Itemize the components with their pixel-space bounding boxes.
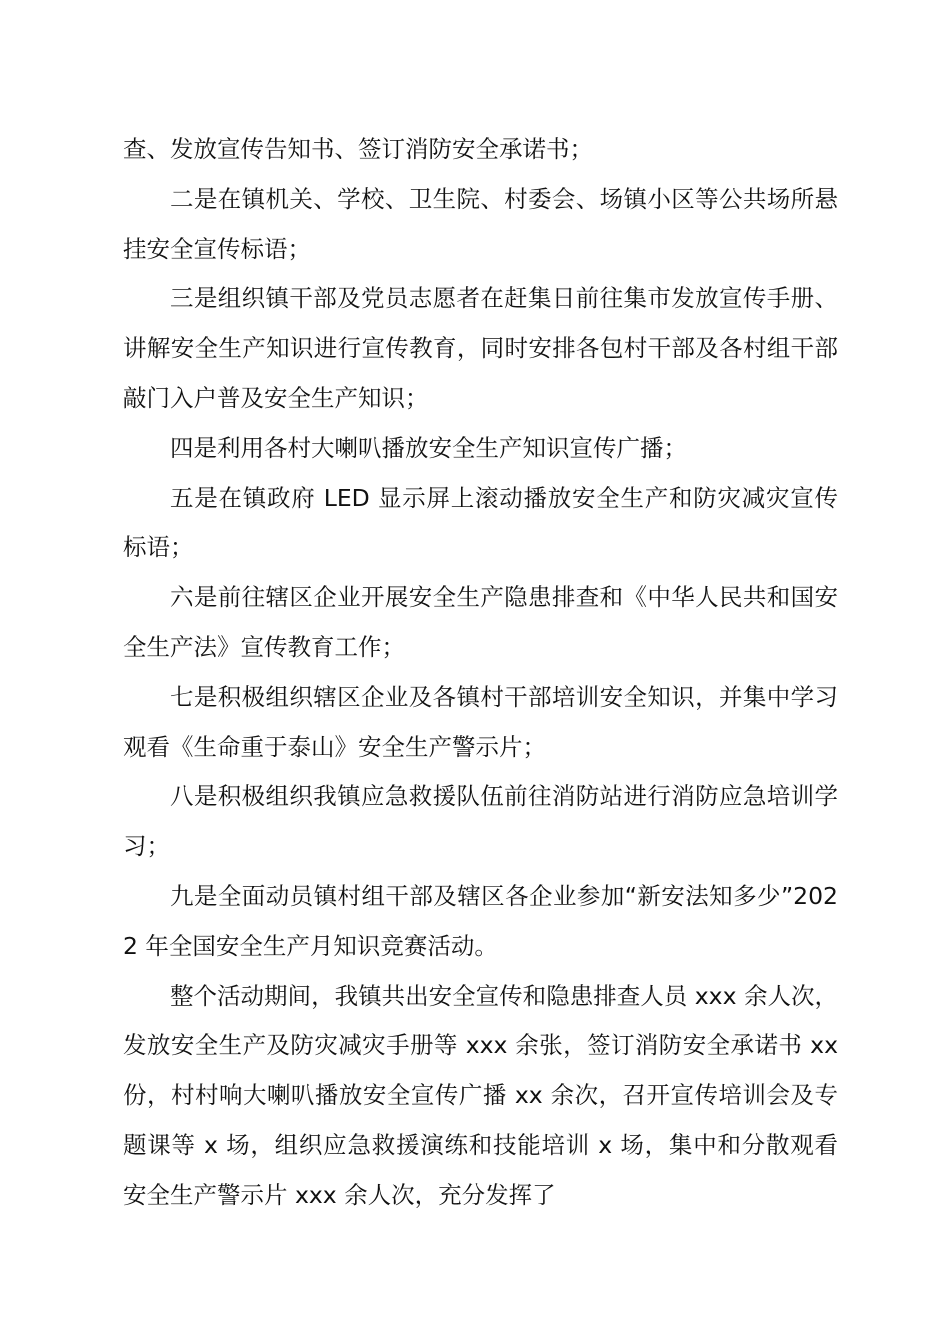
paragraph-item-9: 九是全面动员镇村组干部及辖区各企业参加“新安法知多少”2022 年全国安全生产月知识竞赛活动。 xyxy=(123,881,838,960)
paragraph-item-3: 三是组织镇干部及党员志愿者在赶集日前往集市发放宣传手册、讲解安全生产知识进行宣传教育，同时安排各包村干部及各村组干部敲门入户普及安全生产知识； xyxy=(123,284,838,412)
paragraph-item-4: 四是利用各村大喇叭播放安全生产知识宣传广播； xyxy=(170,433,687,462)
paragraph-item-8: 八是积极组织我镇应急救援队伍前往消防站进行消防应急培训学习； xyxy=(123,782,838,861)
paragraph-summary: 整个活动期间，我镇共出安全宣传和隐患排查人员 xxx 余人次，发放安全生产及防灾减灾手册等 xxx 余张，签订消防安全承诺书 xx 份，村村响大喇叭播放安全宣传广播 xx 余次，召开宣传培训会及专题课等 x 场，组织应急救援演练和技能培训 x 场，集中和分散观看安全生产警示片 xxx 余人次，充分发挥了 xyxy=(123,981,838,1209)
paragraph-item-5: 五是在镇政府 LED 显示屏上滚动播放安全生产和防灾减灾宣传标语； xyxy=(123,483,838,562)
paragraph-item-2: 二是在镇机关、学校、卫生院、村委会、场镇小区等公共场所悬挂安全宣传标语； xyxy=(123,184,838,263)
paragraph-continuation: 查、发放宣传告知书、签订消防安全承诺书； xyxy=(123,135,593,163)
document-body xyxy=(123,125,838,1221)
paragraph-item-6: 六是前往辖区企业开展安全生产隐患排查和《中华人民共和国安全生产法》宣传教育工作； xyxy=(123,583,838,661)
paragraph-item-7: 七是积极组织辖区企业及各镇村干部培训安全知识，并集中学习观看《生命重于泰山》安全生产警示片； xyxy=(123,682,838,761)
